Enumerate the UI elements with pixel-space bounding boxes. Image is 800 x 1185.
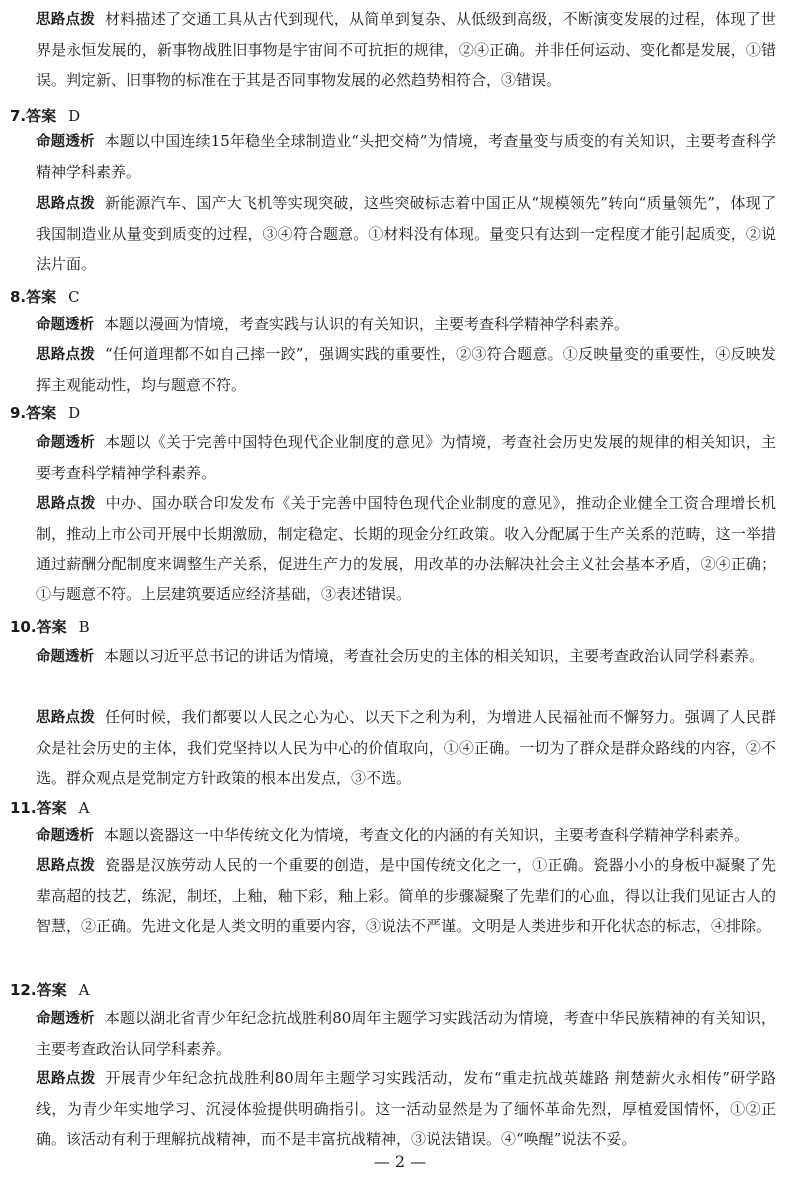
q7-answer [10,105,80,127]
intent-label: 命题透析 [36,828,94,844]
intent-label: 命题透析 [36,1011,95,1027]
thinking-label: 思路点拨 [36,1071,96,1087]
q11-letter: A [78,799,90,817]
q7-thinking [36,188,776,279]
q12-thinking-text: 开展青少年纪念抗战胜利80周年主题学习实践活动，发布“重走抗战英雄路 荆楚薪火永相传”研学路线，为青少年实地学习、沉浸体验提供明确指引。这一活动显然是为了缅怀革命先烈，厚植爱国情怀，①②正确。该活动有利于理解抗战精神，而不是丰富抗战精神，③说法错误。④“唤醒”说法不妥。 [36,1069,776,1148]
q8-intent [36,309,776,340]
q9-thinking [36,488,776,609]
q9-thinking-text: 中办、国办联合印发发布《关于完善中国特色现代企业制度的意见》，推动企业健全工资合理增长机制，推动上市公司开展中长期激励，制定稳定、长期的现金分红政策。收入分配属于生产关系的范畴，这一举措通过薪酬分配制度来调整生产关系，促进生产力的发展，用改革的办法解决社会主义社会基本矛盾，②④正确；①与题意不符。上层建筑要适应经济基础，③表述错误。 [36,494,777,603]
q6-thinking-text: 材料描述了交通工具从古代到现代，从简单到复杂、从低级到高级，不断演变发展的过程，体现了世界是永恒发展的，新事物战胜旧事物是宇宙间不可抗拒的规律，②④正确。并非任何运动、变化都是发展，①错误。判定新、旧事物的标准在于其是否同事物发展的必然趋势相符合，③错误。 [36,10,777,89]
q10-thinking [36,702,776,793]
intent-label: 命题透析 [36,435,96,451]
q10-thinking-text: 任何时候，我们都要以人民之心为心、以天下之利为利，为增进人民福祉而不懈努力。强调了人民群众是社会历史的主体，我们党坚持以人民为中心的价值取向，①④正确。一切为了群众是群众路线的内容，②不选。群众观点是党制定方针政策的根本出发点，③不选。 [36,708,777,787]
q12-number: 12. [10,981,37,999]
q12-intent [36,1003,776,1064]
q10-number: 10. [10,618,37,636]
answer-label: 答案 [36,799,67,817]
q7-number: 7. [10,107,27,125]
q12-thinking [36,1063,776,1154]
q8-intent-text: 本题以漫画为情境，考查实践与认识的有关知识，主要考查科学精神学科素养。 [104,315,630,333]
q10-intent [36,641,776,672]
answer-label: 答案 [36,618,67,636]
q7-thinking-text: 新能源汽车、国产大飞机等实现突破，这些突破标志着中国正从“规模领先”转向“质量领先”，体现了我国制造业从量变到质变的过程，③④符合题意。①材料没有体现。量变只有达到一定程度才能引起质变，②说法片面。 [36,194,777,273]
thinking-label: 思路点拨 [36,710,96,726]
answer-label: 答案 [26,404,57,422]
q11-thinking [36,850,776,941]
q9-answer [10,402,80,424]
thinking-label: 思路点拨 [36,858,96,874]
q10-letter: B [78,618,90,636]
q12-letter: A [78,981,90,999]
intent-label: 命题透析 [36,649,94,665]
q11-intent [36,820,776,851]
q12-answer [10,979,89,1001]
q12-intent-text: 本题以湖北省青少年纪念抗战胜利80周年主题学习实践活动为情境，考查中华民族精神的有关知识，主要考查政治认同学科素养。 [36,1009,777,1058]
q9-intent [36,427,776,488]
q7-intent [36,126,776,187]
page-number: — 2 — [373,1152,427,1171]
intent-label: 命题透析 [36,134,95,150]
answer-label: 答案 [36,981,67,999]
q11-number: 11. [10,799,37,817]
q8-thinking [36,339,776,400]
intent-label: 命题透析 [36,317,94,333]
q9-intent-text: 本题以《关于完善中国特色现代企业制度的意见》为情境，考查社会历史发展的规律的相关知识，主要考查科学精神学科素养。 [36,433,777,482]
q10-intent-text: 本题以习近平总书记的讲话为情境，考查社会历史的主体的相关知识，主要考查政治认同学科素养。 [104,647,765,665]
thinking-label: 思路点拨 [36,12,96,28]
answer-label: 答案 [26,107,57,125]
q8-thinking-text: “任何道理都不如自己摔一跤”，强调实践的重要性，②③符合题意。①反映量变的重要性，④反映发挥主观能动性，均与题意不符。 [36,345,777,394]
thinking-label: 思路点拨 [36,347,95,363]
q11-intent-text: 本题以瓷器这一中华传统文化为情境，考查文化的内涵的有关知识，主要考查科学精神学科素养。 [104,826,750,844]
q7-letter: D [68,107,81,125]
q7-intent-text: 本题以中国连续15年稳坐全球制造业“头把交椅”为情境，考查量变与质变的有关知识，主要考查科学精神学科素养。 [36,132,777,181]
answer-label: 答案 [26,288,57,306]
q6-thinking [36,4,776,95]
q8-number: 8. [10,288,27,306]
q9-number: 9. [10,404,27,422]
q11-thinking-text: 瓷器是汉族劳动人民的一个重要的创造，是中国传统文化之一，①正确。瓷器小小的身板中凝聚了先辈高超的技艺，练泥，制坯，上釉，釉下彩，釉上彩。简单的步骤凝聚了先辈们的心血，得以让我们见证古人的智慧，②正确。先进文化是人类文明的重要内容，③说法不严谨。文明是人类进步和开化状态的标志，④排除。 [36,856,777,935]
thinking-label: 思路点拨 [36,196,95,212]
q8-answer [10,286,80,308]
q11-answer [10,797,89,819]
q10-answer [10,616,90,638]
q8-letter: C [68,288,80,306]
q9-letter: D [68,404,81,422]
thinking-label: 思路点拨 [36,496,96,512]
